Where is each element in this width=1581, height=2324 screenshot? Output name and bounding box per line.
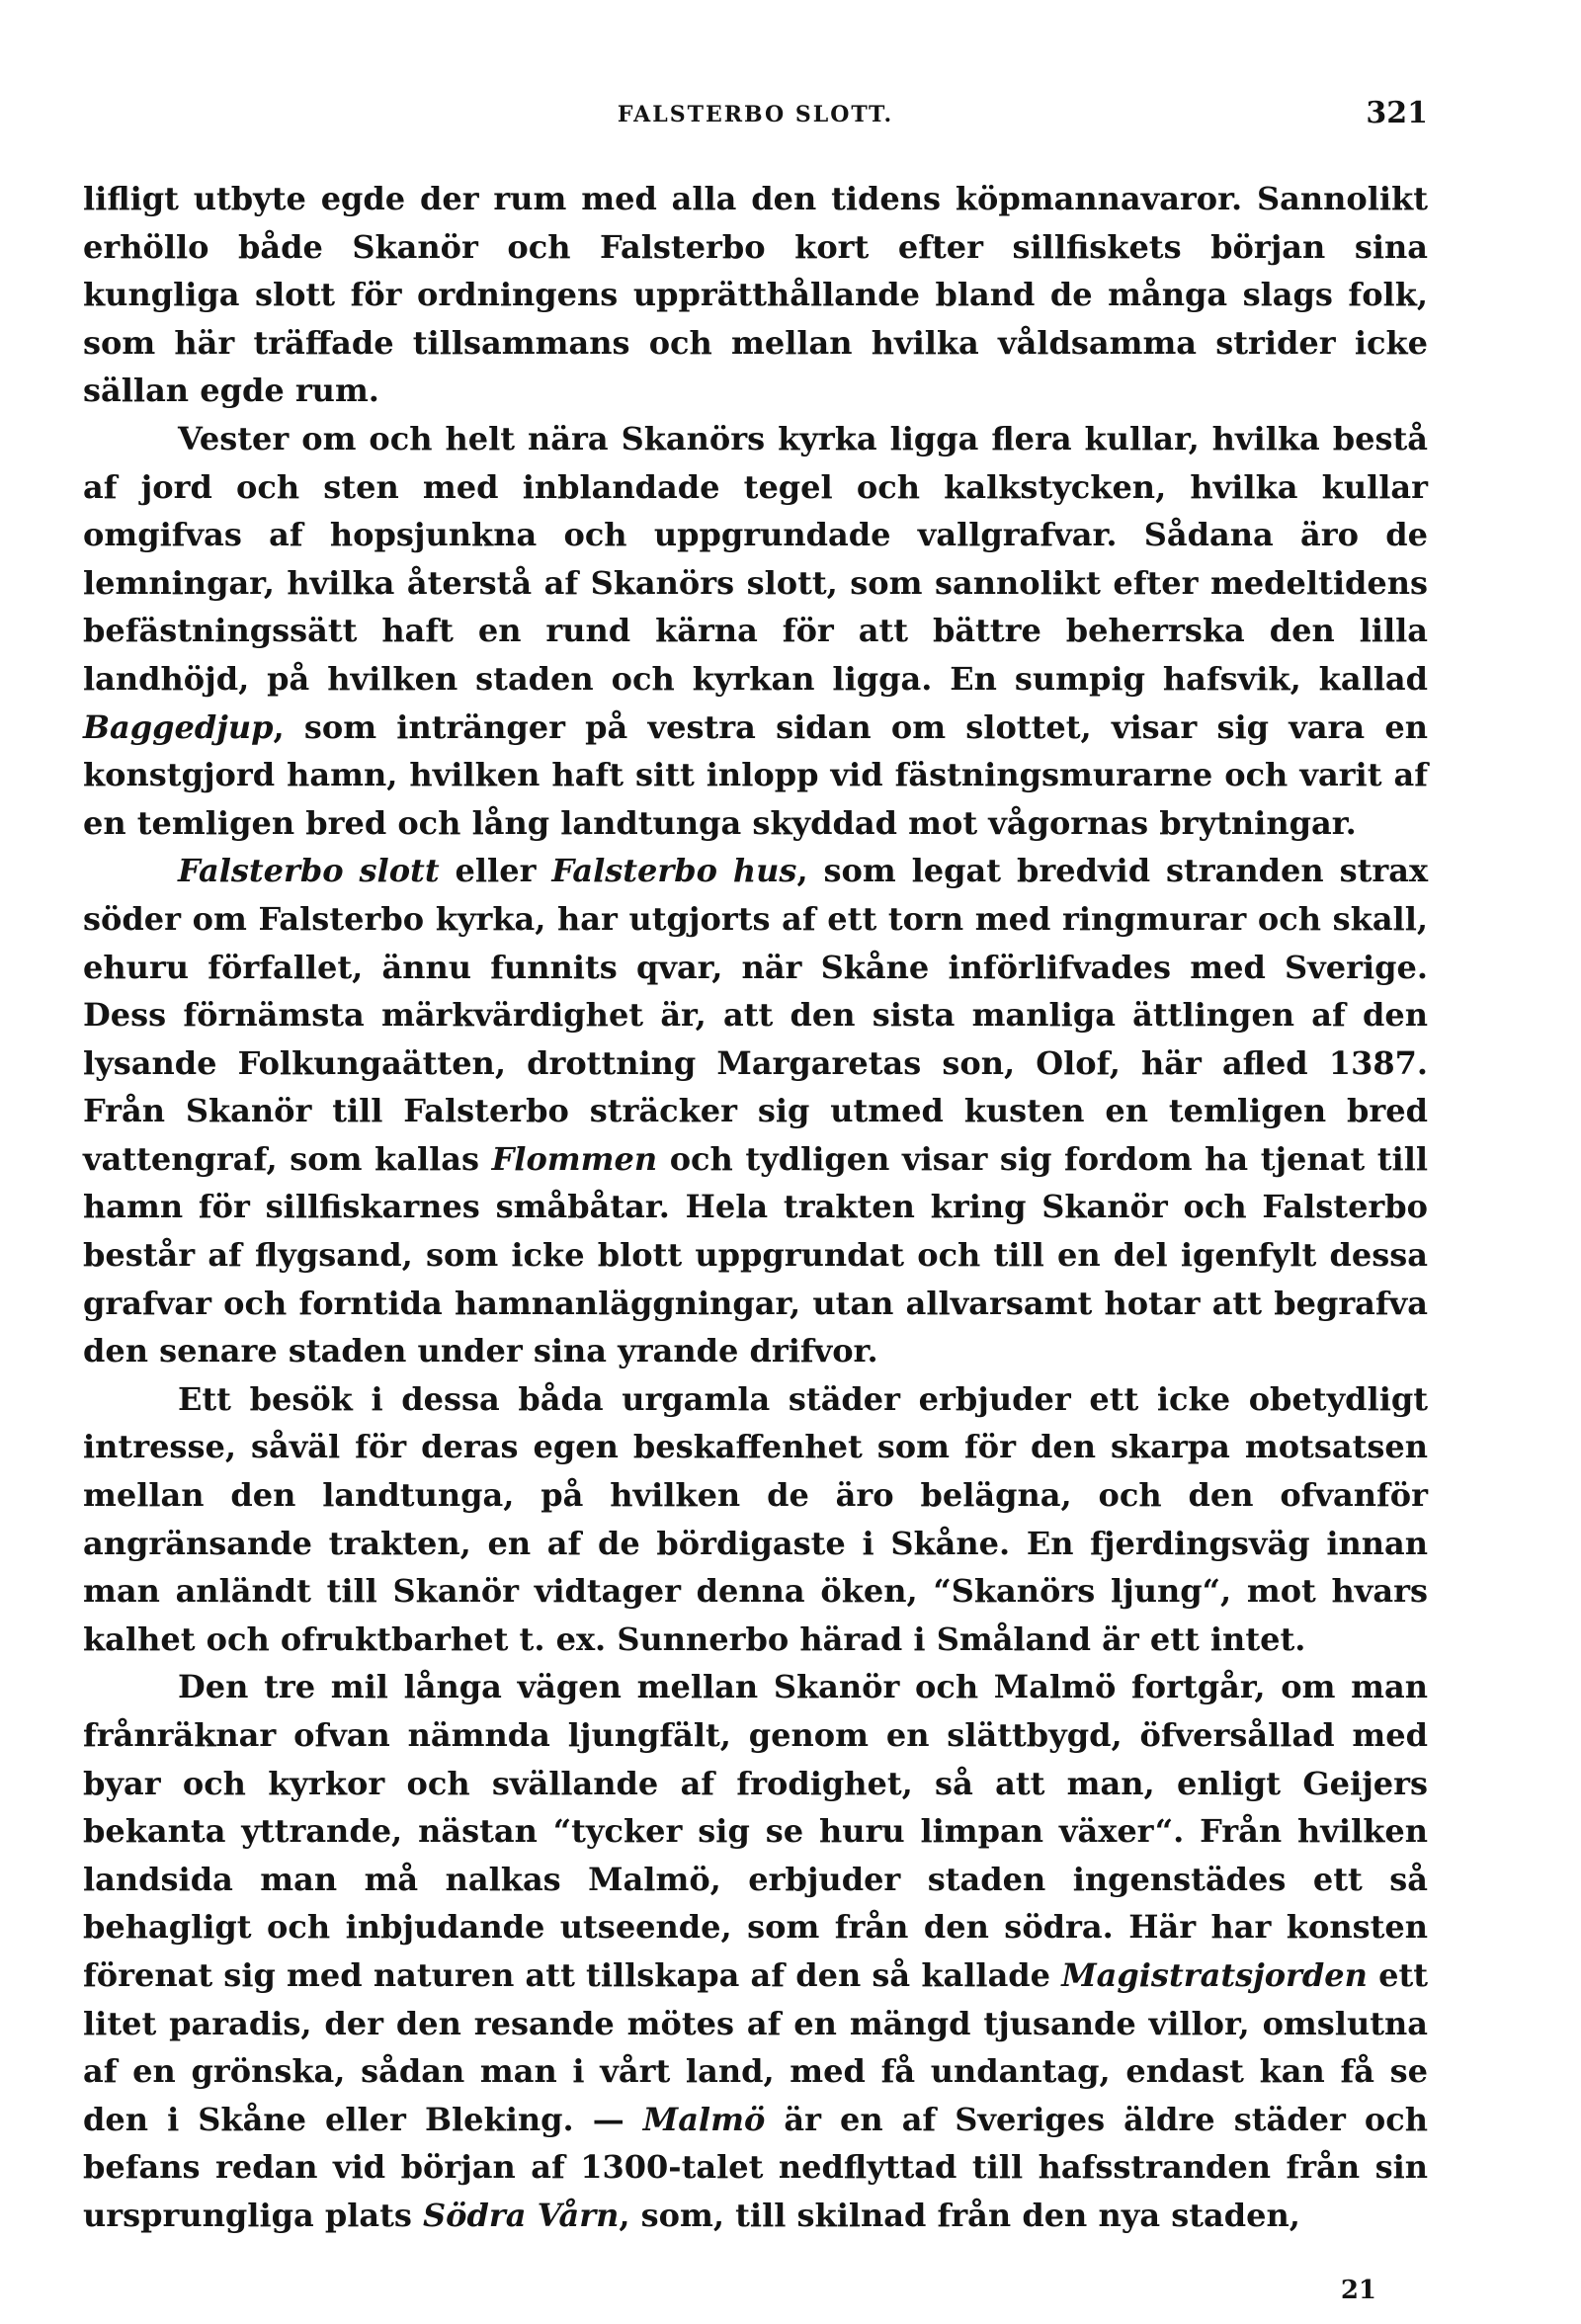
text-run: Vester om och helt nära Skanörs kyrka ligga flera kullar, hvilka bestå af jord och sten med inblandade tegel och kalkstycken, hvilka kullar omgifvas af hopsjunkna och uppgrundade vallgrafvar. Sådana äro de lemningar, hvilka återstå af Skanörs slott, som sannolikt efter medeltidens befästningssätt haft en rund kärna för att bättre beherrska den lilla landhöjd, på hvilken staden och kyrkan ligga. En sumpig hafsvik, kallad (83, 419, 1428, 698)
text-run: är en af Sveriges äldre städer och befans redan vid början af 1300-talet nedflyttad till hafsstranden från sin ursprungliga plats (83, 2100, 1429, 2234)
text-run: , som, till skilnad från den nya staden, (619, 2196, 1300, 2234)
text-run: , som legat bredvid stranden strax söder om Falsterbo kyrka, har utgjorts af ett torn med ringmurar och skall, ehuru förfallet, ännu funnits qvar, när Skåne införlifvades med Sverige. Dess förnämsta märkvärdighet är, att den sista manliga ättlingen af den lysande Folkungaätten, drottning Margaretas son, Olof, här afled 1387. Från Skanör till Falsterbo sträcker sig utmed kusten en temligen bred vattengraf, som kallas (83, 852, 1429, 1178)
running-title: FALSTERBO SLOTT. (617, 102, 894, 127)
text-run: Ett besök i dessa båda urgamla städer erbjuder ett icke obetydligt intresse, såväl för deras egen beskaffenhet som för den skarpa motsatsen mellan den landtunga, på hvilken de äro belägna, och den ofvanför angränsande trakten, en af de bördigaste i Skåne. En fjerdingsväg innan man anländt till Skanör vidtager denna öken, “Skanörs ljung“, mot hvars kalhet och ofruktbarhet t. ex. Sunnerbo härad i Småland är ett intet. (83, 1379, 1428, 1658)
paragraph (83, 1663, 1428, 2239)
paragraph (83, 175, 1428, 415)
italic-place-name: Malmö (642, 2100, 766, 2138)
body-text (83, 175, 1428, 2240)
text-run: eller (439, 852, 552, 890)
running-head (83, 96, 1428, 145)
italic-place-name: Falsterbo slott (178, 852, 440, 890)
text-run: och tydligen visar sig fordom ha tjenat till hamn för sillfiskarnes småbåtar. Hela trakten kring Skanör och Falsterbo består af flygsand, som icke blott uppgrundat och till en del igenfylt dessa grafvar och forntida hamnanläggningar, utan allvarsamt hotar att begrafva den senare staden under sina yrande drifvor. (83, 1139, 1429, 1370)
italic-place-name: Magistratsjorden (1061, 1955, 1368, 1994)
paragraph (83, 847, 1428, 1375)
text-run: Den tre mil långa vägen mellan Skanör och Malmö fortgår, om man frånräknar ofvan nämnda ljungfält, genom en slättbygd, öfversållad med byar och kyrkor och svällande af frodighet, så att man, enligt Geijers bekanta yttrande, nästan “tycker sig se huru limpan växer“. Från hvilken landsida man må nalkas Malmö, erbjuder staden ingenstädes ett så behagligt och inbjudande utseende, som från den södra. Här har konsten förenat sig med naturen att tillskapa af den så kallade (83, 1668, 1428, 1994)
paragraph (83, 1375, 1428, 1664)
printer-signature-mark: 21 (1340, 2276, 1376, 2305)
italic-place-name: Södra Vårn (423, 2196, 620, 2234)
text-run: , som intränger på vestra sidan om slottet, visar sig vara en konstgjord hamn, hvilken haft sitt inlopp vid fästningsmurarne och varit af en temligen bred och lång landtunga skyddad mot vågornas brytningar. (83, 707, 1428, 842)
text-run: lifligt utbyte egde der rum med alla den tidens köpmannavaror. Sannolikt erhöllo både Skanör och Falsterbo kort efter sillfiskets början sina kungliga slott för ordningens upprätthållande bland de många slags folk, som här träffade tillsammans och mellan hvilka våldsamma strider icke sällan egde rum. (83, 180, 1428, 410)
paragraph (83, 415, 1428, 847)
italic-place-name: Flommen (491, 1139, 658, 1178)
text-run: ett litet paradis, der den resande mötes af en mängd tjusande villor, omslutna af en grönska, sådan man i vårt land, med få undantag, endast kan få se den i Skåne eller Bleking. — (83, 1955, 1429, 2138)
italic-place-name: Baggedjup (83, 707, 274, 746)
italic-place-name: Falsterbo hus (551, 852, 797, 890)
page-number: 321 (1366, 96, 1428, 130)
